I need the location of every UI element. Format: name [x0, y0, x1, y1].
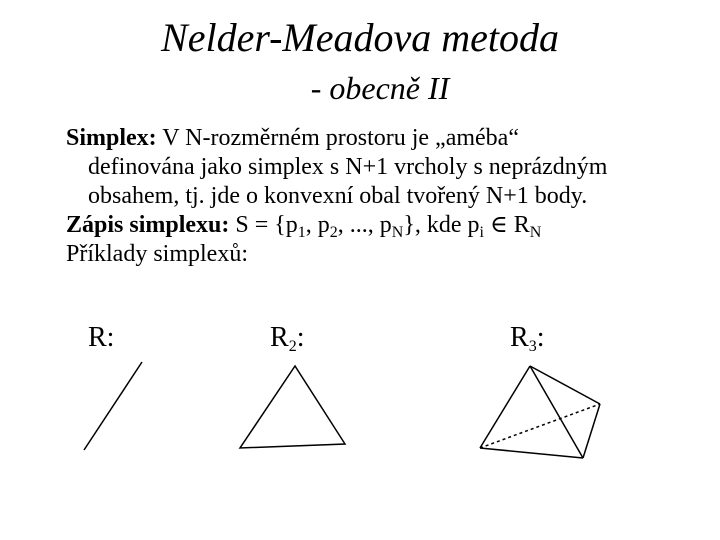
simplex-label: Simplex:	[66, 125, 157, 151]
slide-title: Nelder-Meadova metoda	[161, 15, 559, 60]
notation-label: Zápis simplexu:	[66, 212, 230, 238]
simplex-2d-triangle	[240, 366, 345, 448]
slide-subtitle: - obecně II	[310, 70, 450, 106]
examples-heading: Příklady simplexů:	[66, 241, 248, 267]
simplex-line2: definována jako simplex s N+1 vrcholy s neprázdným	[88, 154, 608, 180]
simplex-1d-segment	[84, 362, 142, 450]
label-r3: $R_3$:	[510, 322, 545, 355]
label-r1: R:	[88, 322, 115, 353]
simplex-line1: V N-rozměrném prostoru je „améba“	[156, 125, 519, 151]
label-r2: $R_2$:	[270, 322, 305, 355]
simplex-line3: obsahem, tj. jde o konvexní obal tvořený N+1 body.	[88, 183, 588, 209]
simplex-3d-tetrahedron	[480, 366, 600, 458]
simplex-notation: Zápis simplexu: $S = \{p_1$, $p_2$, ..., $p_N$}, kde $p_i$ ∈ $R_N$	[66, 212, 542, 241]
